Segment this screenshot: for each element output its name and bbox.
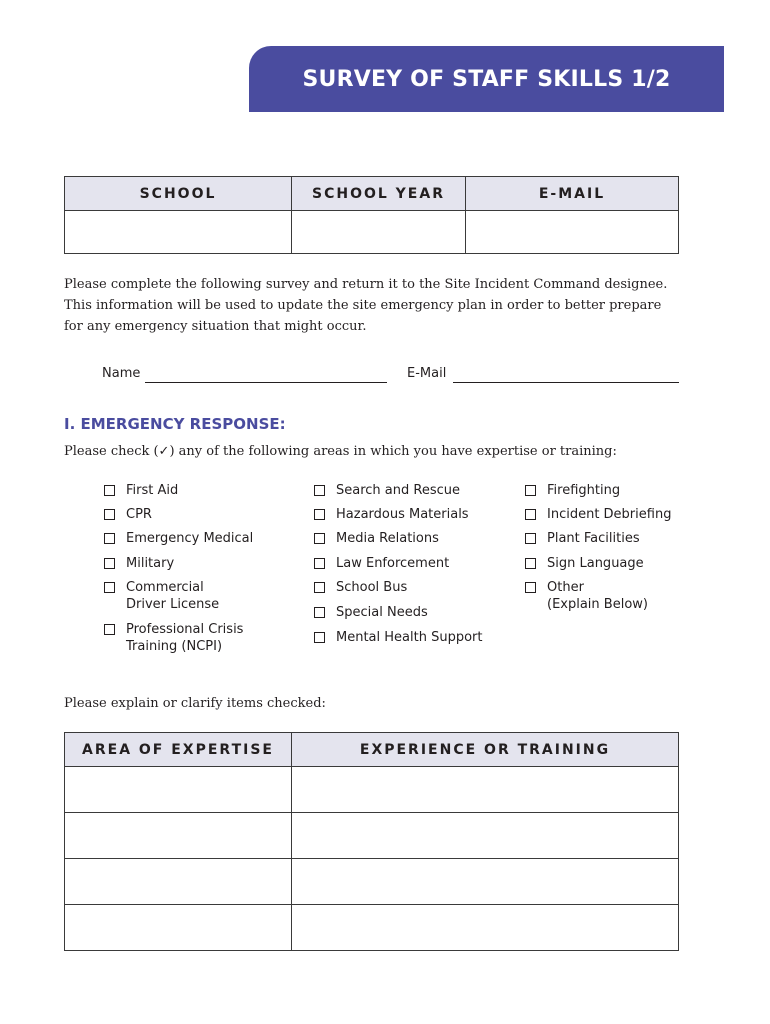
table-row	[65, 905, 679, 951]
checkbox-box[interactable]	[314, 558, 325, 569]
checkbox-label: Special Needs	[336, 605, 428, 620]
expertise-cell[interactable]	[65, 813, 292, 859]
checkbox-label: Professional Crisis Training (NCPI)	[126, 622, 244, 654]
school-header: SCHOOL	[65, 177, 292, 211]
checkbox-other[interactable]	[525, 579, 648, 613]
section-heading: I. EMERGENCY RESPONSE:	[64, 415, 286, 433]
email-header: E-MAIL	[466, 177, 679, 211]
checkbox-label: First Aid	[126, 483, 179, 498]
checkbox-label: Sign Language	[547, 556, 644, 571]
explain-prompt: Please explain or clarify items checked:	[64, 696, 326, 711]
name-label: Name	[102, 366, 141, 381]
checkbox-box[interactable]	[314, 632, 325, 643]
checkbox-label: Military	[126, 556, 175, 571]
checkbox-plant-facilities[interactable]	[525, 530, 640, 547]
checkbox-label: Plant Facilities	[547, 531, 640, 546]
school-year-cell[interactable]	[292, 211, 466, 254]
email-label: E-Mail	[407, 366, 447, 381]
experience-cell[interactable]	[292, 859, 679, 905]
checkbox-label: Hazardous Materials	[336, 507, 469, 522]
experience-or-training-header: EXPERIENCE OR TRAINING	[292, 733, 679, 767]
email-cell[interactable]	[466, 211, 679, 254]
checkbox-hazardous-materials[interactable]	[314, 506, 469, 523]
checkbox-cpr[interactable]	[104, 506, 152, 523]
expertise-table	[64, 732, 679, 951]
checkbox-box[interactable]	[104, 509, 115, 520]
checkbox-school-bus[interactable]	[314, 579, 407, 596]
checkbox-box[interactable]	[314, 533, 325, 544]
checkbox-professional-crisis-training[interactable]	[104, 621, 243, 655]
school-cell[interactable]	[65, 211, 292, 254]
email-field[interactable]	[453, 382, 679, 383]
intro-text	[64, 274, 704, 337]
checkbox-box[interactable]	[104, 558, 115, 569]
checkbox-box[interactable]	[525, 558, 536, 569]
checkbox-commercial-driver-license[interactable]	[104, 579, 219, 613]
checkbox-label: Other (Explain Below)	[547, 580, 648, 612]
checkbox-box[interactable]	[104, 624, 115, 635]
checkbox-label: Incident Debriefing	[547, 507, 672, 522]
experience-cell[interactable]	[292, 767, 679, 813]
section-instruction: Please check (✓) any of the following areas in which you have expertise or training:	[64, 444, 617, 459]
checkbox-label: Firefighting	[547, 483, 621, 498]
expertise-cell[interactable]	[65, 859, 292, 905]
checkbox-box[interactable]	[104, 485, 115, 496]
checkbox-mental-health-support[interactable]	[314, 629, 482, 646]
area-of-expertise-header: AREA OF EXPERTISE	[65, 733, 292, 767]
checkbox-special-needs[interactable]	[314, 604, 428, 621]
checkbox-label: Emergency Medical	[126, 531, 254, 546]
expertise-cell[interactable]	[65, 905, 292, 951]
school-year-header: SCHOOL YEAR	[292, 177, 466, 211]
checkbox-sign-language[interactable]	[525, 555, 644, 572]
checkbox-box[interactable]	[104, 582, 115, 593]
checkbox-box[interactable]	[314, 509, 325, 520]
checkbox-label: Commercial Driver License	[126, 580, 220, 612]
checkbox-label: School Bus	[336, 580, 408, 595]
checkbox-box[interactable]	[314, 607, 325, 618]
table-row	[65, 767, 679, 813]
checkbox-box[interactable]	[525, 509, 536, 520]
checkbox-box[interactable]	[525, 533, 536, 544]
school-info-table	[64, 176, 679, 254]
checkbox-label: Media Relations	[336, 531, 439, 546]
experience-cell[interactable]	[292, 813, 679, 859]
page-title: SURVEY OF STAFF SKILLS 1/2	[249, 46, 724, 112]
checkbox-military[interactable]	[104, 555, 174, 572]
checkbox-box[interactable]	[314, 485, 325, 496]
checkbox-first-aid[interactable]	[104, 482, 178, 499]
checkbox-incident-debriefing[interactable]	[525, 506, 671, 523]
checkbox-box[interactable]	[314, 582, 325, 593]
table-row	[65, 859, 679, 905]
intro-line: Please complete the following survey and return it to the Site Incident Command designee.	[64, 277, 668, 292]
intro-line: for any emergency situation that might occur.	[64, 319, 367, 334]
name-field[interactable]	[145, 382, 387, 383]
checkbox-box[interactable]	[525, 485, 536, 496]
checkbox-search-and-rescue[interactable]	[314, 482, 460, 499]
checkbox-label: Mental Health Support	[336, 630, 483, 645]
checkbox-firefighting[interactable]	[525, 482, 620, 499]
expertise-cell[interactable]	[65, 767, 292, 813]
checkbox-emergency-medical[interactable]	[104, 530, 253, 547]
checkbox-box[interactable]	[104, 533, 115, 544]
checkbox-label: Law Enforcement	[336, 556, 450, 571]
intro-line: This information will be used to update the site emergency plan in order to better prepare	[64, 298, 662, 313]
experience-cell[interactable]	[292, 905, 679, 951]
checkbox-box[interactable]	[525, 582, 536, 593]
checkbox-law-enforcement[interactable]	[314, 555, 449, 572]
checkbox-label: Search and Rescue	[336, 483, 460, 498]
table-row	[65, 813, 679, 859]
checkbox-media-relations[interactable]	[314, 530, 439, 547]
checkbox-label: CPR	[126, 507, 152, 522]
